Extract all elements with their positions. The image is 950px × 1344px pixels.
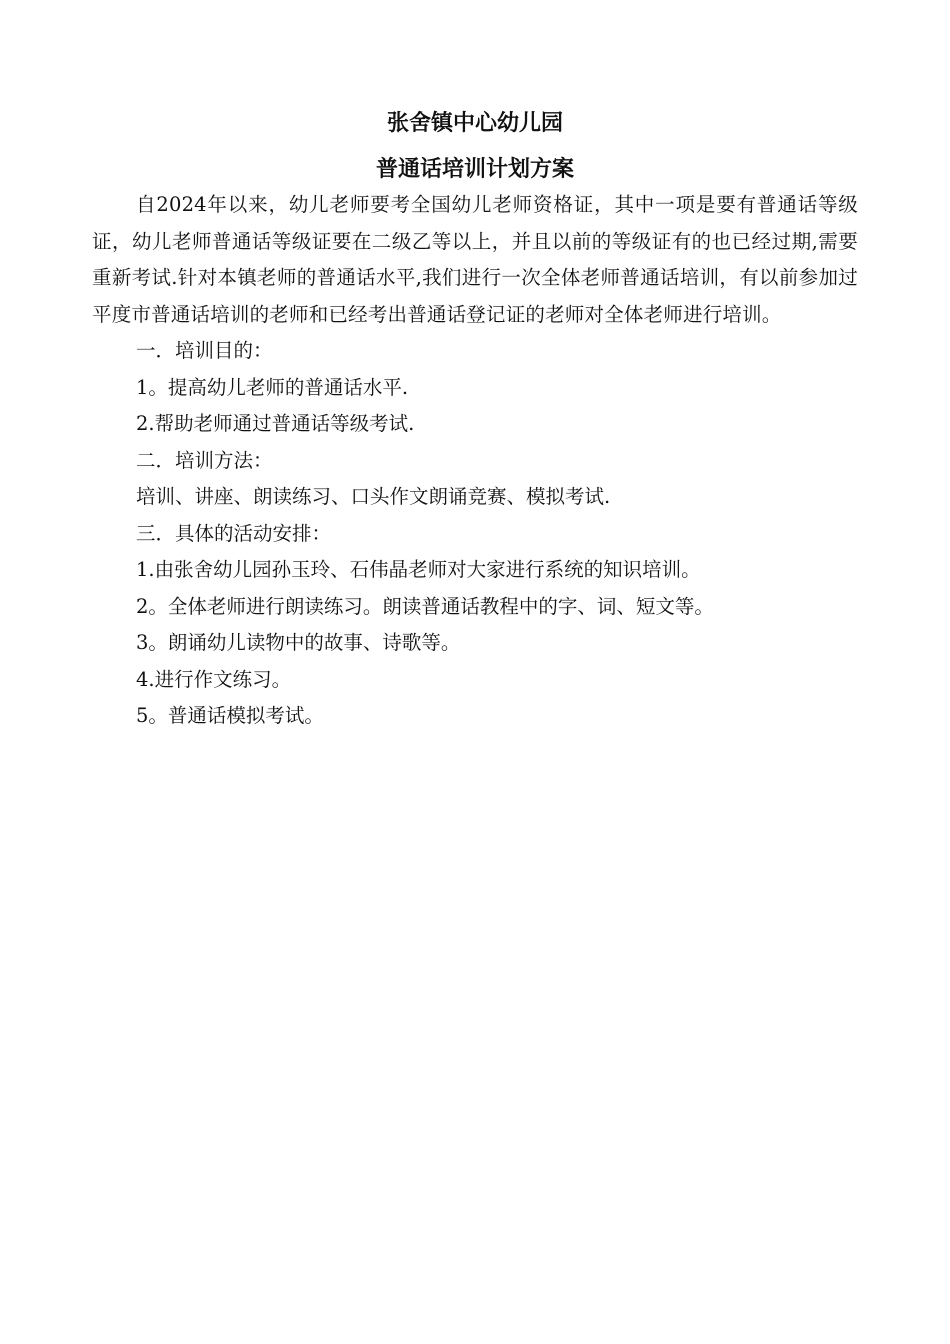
activity-item: 1.由张舍幼儿园孙玉玲、石伟晶老师对大家进行系统的知识培训。: [136, 558, 701, 581]
activity-item: 3。朗诵幼儿读物中的故事、诗歌等。: [136, 631, 461, 654]
activity-item: 4.进行作文练习。: [136, 667, 292, 691]
section-heading-activities: 三．具体的活动安排：: [136, 521, 332, 545]
intro-paragraph: 自2024年以来，幼儿老师要考全国幼儿老师资格证，其中一项是要有普通话等级证，幼儿老师普通话等级证要在二级乙等以上，并且以前的等级证有的也已经过期,需要重新考试.针对本镇老师的普通话水平,我们进行一次全体老师普通话培训，有以前参加过平度市普通话培训的老师和已经考出普通话登记证的老师对全体老师进行培训。: [92, 193, 858, 326]
activity-item: 5。普通话模拟考试。: [136, 704, 324, 727]
document-subtitle: 普通话培训计划方案: [375, 157, 574, 182]
document-page: [92, 100, 858, 735]
methods-text: 培训、讲座、朗读练习、口头作文朗诵竞赛、模拟考试.: [136, 485, 611, 508]
document-title: 张舍镇中心幼儿园: [386, 111, 563, 136]
activity-item: 2。全体老师进行朗读练习。朗读普通话教程中的字、词、短文等。: [136, 594, 714, 618]
section-heading-goals: 一．培训目的：: [136, 339, 273, 362]
goal-item: 2.帮助老师通过普通话等级考试.: [136, 412, 415, 435]
section-heading-methods: 二．培训方法：: [136, 448, 273, 472]
goal-item: 1。提高幼儿老师的普通话水平.: [136, 375, 409, 399]
